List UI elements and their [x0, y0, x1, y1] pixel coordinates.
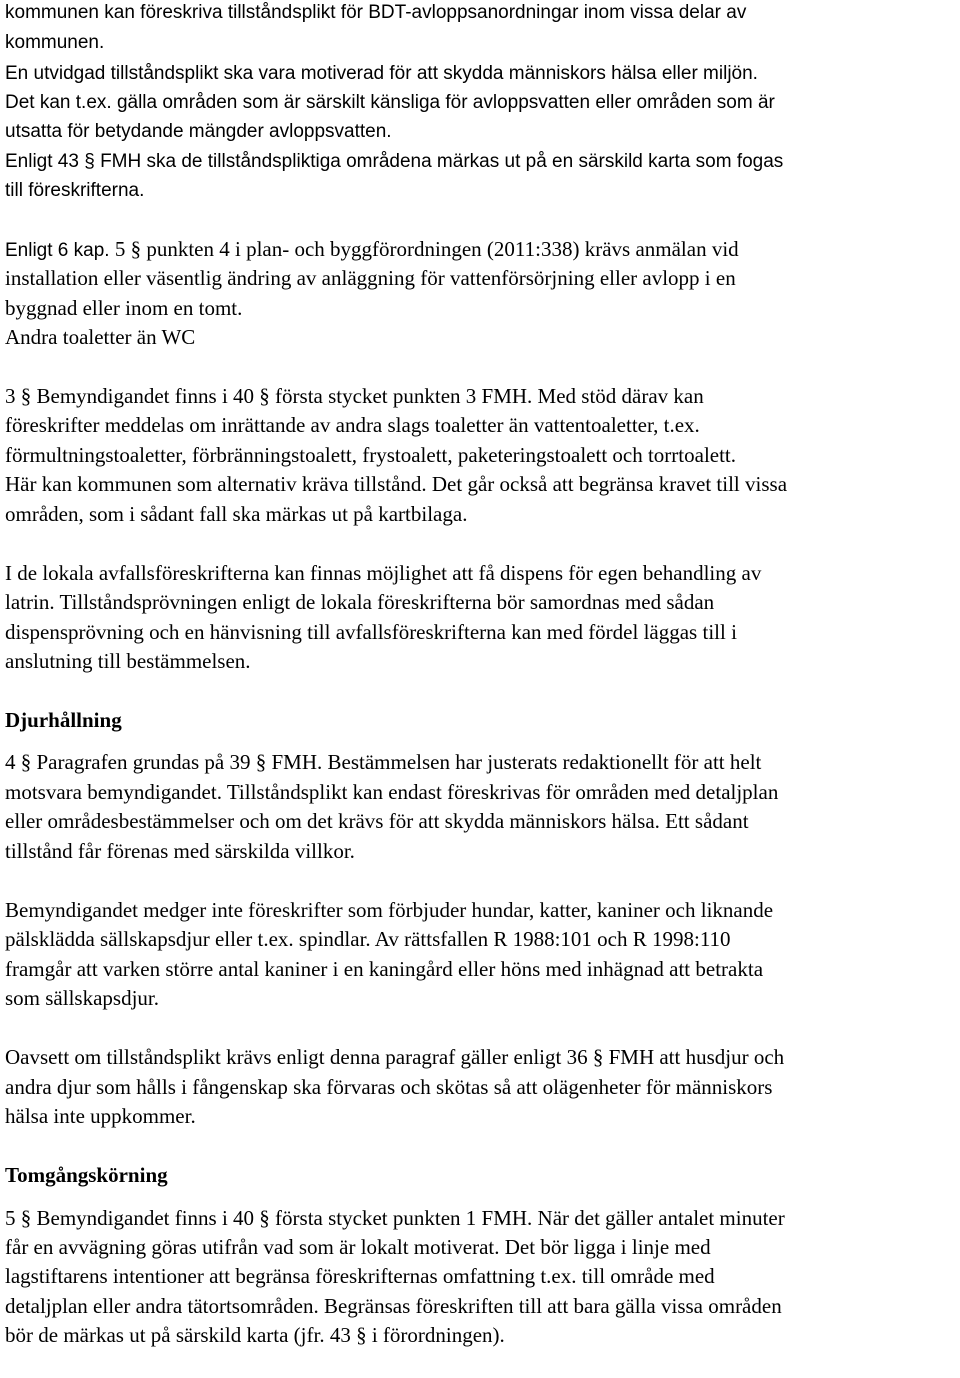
text-line: anslutning till bestämmelsen. — [5, 649, 251, 673]
section-heading: Djurhållning — [5, 708, 122, 732]
text-line: Enligt 43 § FMH ska de tillståndspliktiga områdena märkas ut på en särskild karta som fogas — [5, 151, 784, 172]
text-line: till föreskrifterna. — [5, 180, 145, 201]
text-line — [5, 239, 739, 260]
text-line: 4 § Paragrafen grundas på 39 § FMH. Bestämmelsen har justerats redaktionellt för att helt — [5, 750, 762, 774]
text-line: detaljplan eller andra tätortsområden. Begränsas föreskriften till att bara gälla vissa områden — [5, 1294, 782, 1318]
text-line: En utvidgad tillståndsplikt ska vara motiverad för att skydda människors hälsa eller miljön. — [5, 63, 758, 84]
text-line: I de lokala avfallsföreskrifterna kan finnas möjlighet att få dispens för egen behandling av — [5, 561, 762, 585]
text-line: lagstiftarens intentioner att begränsa föreskrifternas omfattning t.ex. till område med — [5, 1264, 715, 1288]
text-line: Här kan kommunen som alternativ kräva tillstånd. Det går också att begränsa kravet till vissa — [5, 472, 788, 496]
text-line: som sällskapsdjur. — [5, 986, 160, 1010]
text-line: tillstånd får förenas med särskilda villkor. — [5, 839, 355, 863]
text-line: pälsklädda sällskapsdjur eller t.ex. spindlar. Av rättsfallen R 1988:101 och R 1998:110 — [5, 927, 731, 951]
text-line: 3 § Bemyndigandet finns i 40 § första stycket punkten 3 FMH. Med stöd därav kan — [5, 384, 704, 408]
text-line: installation eller väsentlig ändring av anläggning för vattenförsörjning eller avlopp i en — [5, 266, 736, 290]
text-line: 5 § Bemyndigandet finns i 40 § första stycket punkten 1 FMH. När det gäller antalet minuter — [5, 1206, 785, 1230]
text-line: dispensprövning och en hänvisning till avfallsföreskrifterna kan med fördel läggas till i — [5, 620, 737, 644]
text-line: föreskrifter meddelas om inrättande av andra slags toaletter än vattentoaletter, t.ex. — [5, 413, 700, 437]
text-segment: 5 § punkten 4 i plan- och byggförordningen (2011:338) krävs anmälan vid — [109, 237, 739, 261]
text-line: bör de märkas ut på särskild karta (jfr. 43 § i förordningen). — [5, 1323, 505, 1347]
text-line: Bemyndigandet medger inte föreskrifter som förbjuder hundar, katter, kaniner och liknande — [5, 898, 774, 922]
text-line: kommunen kan föreskriva tillståndsplikt för BDT-avloppsanordningar inom vissa delar av — [5, 2, 747, 23]
text-line: utsatta för betydande mängder avloppsvatten. — [5, 121, 392, 142]
text-line: andra djur som hålls i fångenskap ska förvaras och skötas så att olägenheter för människors — [5, 1075, 773, 1099]
text-line: förmultningstoaletter, förbränningstoalett, frystoalett, paketeringstoalett och torrtoalett. — [5, 443, 737, 467]
text-line: kommunen. — [5, 32, 105, 53]
text-line: latrin. Tillståndsprövningen enligt de lokala föreskrifterna bör samordnas med sådan — [5, 590, 715, 614]
text-line: får en avvägning göras utifrån vad som är lokalt motiverat. Det bör ligga i linje med — [5, 1235, 711, 1259]
text-line: hälsa inte uppkommer. — [5, 1104, 196, 1128]
text-line: Andra toaletter än WC — [5, 325, 196, 349]
text-segment: Enligt 6 kap. — [5, 240, 110, 261]
text-line: Oavsett om tillståndsplikt krävs enligt denna paragraf gäller enligt 36 § FMH att husdjur och — [5, 1045, 785, 1069]
text-line: eller områdesbestämmelser och om det krävs för att skydda människors hälsa. Ett sådant — [5, 809, 749, 833]
text-line: byggnad eller inom en tomt. — [5, 296, 243, 320]
text-line: motsvara bemyndigandet. Tillståndsplikt kan endast föreskrivas för områden med detaljplan — [5, 780, 779, 804]
section-heading: Tomgångskörning — [5, 1163, 168, 1187]
text-line: framgår att varken större antal kaniner i en kaningård eller höns med inhägnad att betrakta — [5, 957, 764, 981]
text-line: områden, som i sådant fall ska märkas ut på kartbilaga. — [5, 502, 468, 526]
text-line: Det kan t.ex. gälla områden som är särskilt känsliga för avloppsvatten eller områden som är — [5, 92, 775, 113]
